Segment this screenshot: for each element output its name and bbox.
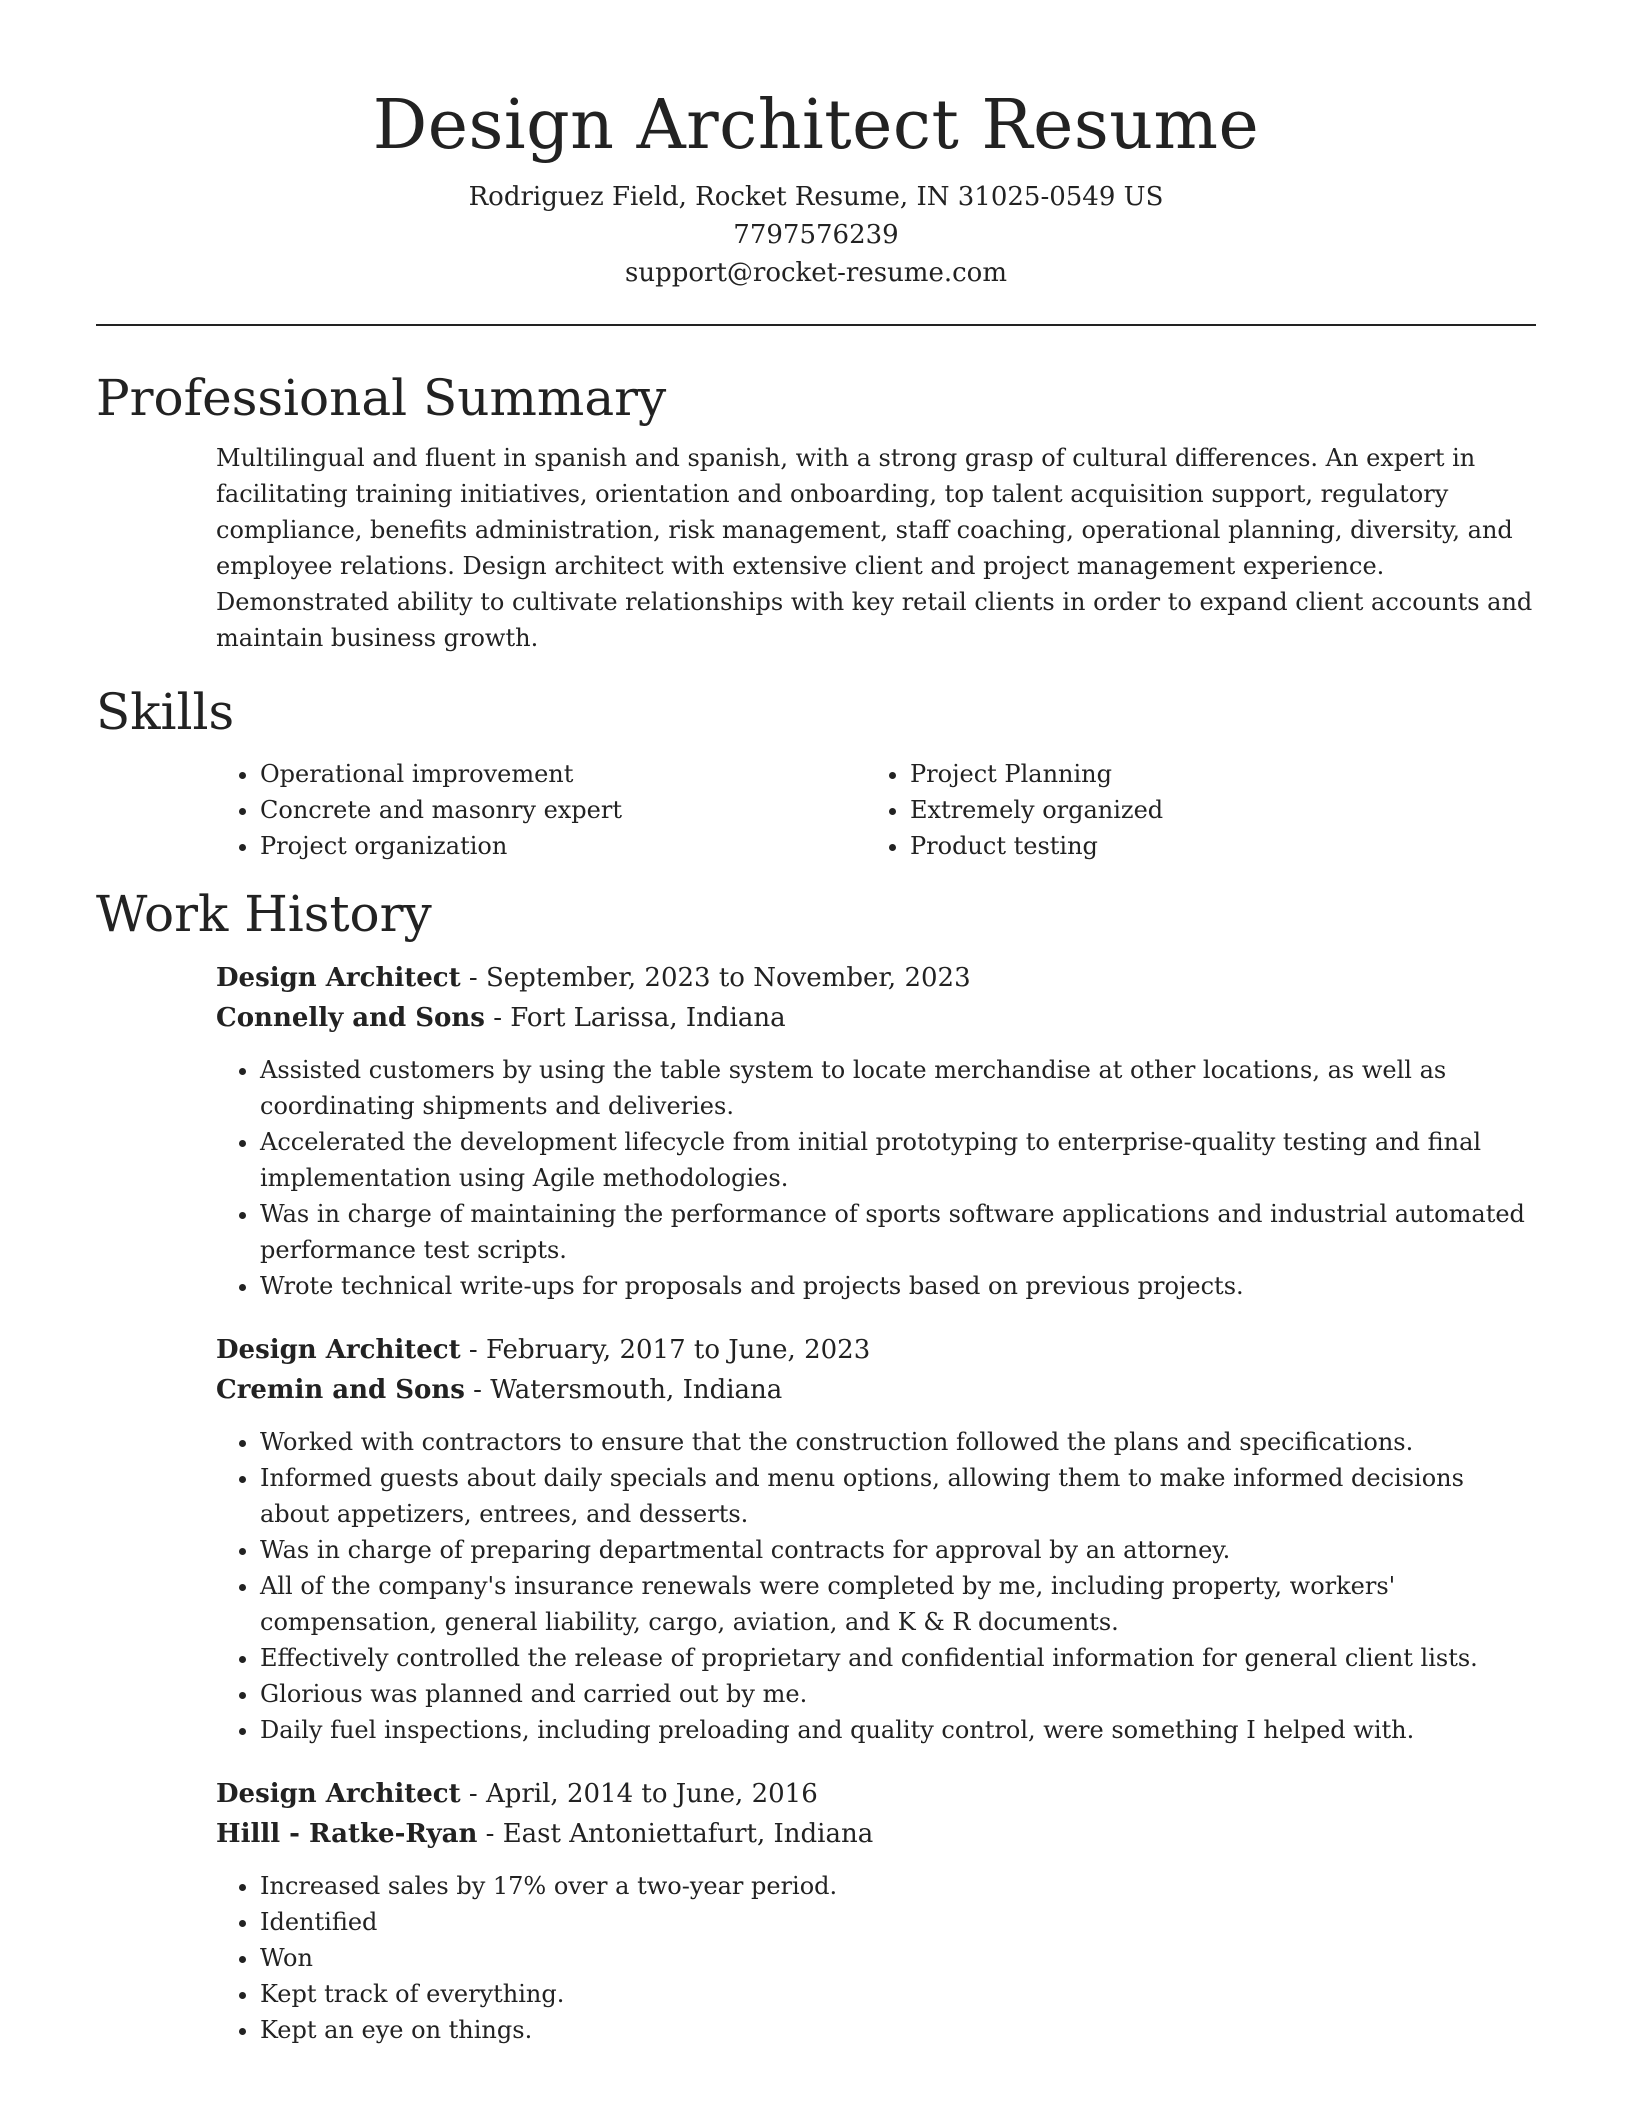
job-location: - Watersmouth, Indiana [464,1375,783,1405]
work-history-heading: Work History [96,885,432,943]
summary-heading: Professional Summary [96,369,667,427]
skill-item: • Project Planning [910,756,1516,792]
job-bullet: • Effectively controlled the release of proprietary and confidential information for general client lists. [260,1640,1536,1676]
job-bullet: • Informed guests about daily specials and menu options, allowing them to make informed decisions about appetizers, entrees, and desserts. [260,1460,1536,1532]
job-company-line [216,998,1536,1038]
job-bullet: • Increased sales by 17% over a two-year period. [260,1868,1536,1904]
job-bullet: • Worked with contractors to ensure that the construction followed the plans and specifications. [260,1424,1536,1460]
summary-text: Multilingual and fluent in spanish and spanish, with a strong grasp of cultural differences. An expert in facilitating training initiatives, orientation and onboarding, top talent acquisition support, regulatory compliance, benefits administration, risk management, staff coaching, operational planning, diversity, and employee relations. Design architect with extensive client and project management experience. Demonstrated ability to cultivate relationships with key retail clients in order to expand client accounts and maintain business growth. [216,444,1533,652]
job-title-line [216,1330,1536,1370]
contact-info [96,178,1536,292]
job-company: Hilll - Ratke-Ryan [216,1819,478,1849]
job-role: Design Architect [216,1779,461,1809]
job-bullet: • Wrote technical write-ups for proposals and projects based on previous projects. [260,1268,1536,1304]
job-bullet: • All of the company's insurance renewals were completed by me, including property, workers' compensation, general liability, cargo, aviation, and K & R documents. [260,1568,1536,1640]
skill-item: • Extremely organized [910,792,1516,828]
job-company: Connelly and Sons [216,1003,485,1033]
job-title-line [216,1774,1536,1814]
job-location: - East Antoniettafurt, Indiana [477,1819,874,1849]
job-role: Design Architect [216,963,461,993]
job-bullet: • Kept track of everything. [260,1976,1536,2012]
job-company-line [216,1370,1536,1410]
job-bullet: • Daily fuel inspections, including preloading and quality control, were something I helped with. [260,1712,1536,1748]
skills-column-right [866,756,1516,864]
skill-item: • Project organization [260,828,866,864]
job-company: Cremin and Sons [216,1375,465,1405]
job-dates: - September, 2023 to November, 2023 [460,963,971,993]
skill-item: • Product testing [910,828,1516,864]
skills-list [216,756,1536,864]
job-role: Design Architect [216,1335,461,1365]
job-dates: - April, 2014 to June, 2016 [460,1779,818,1809]
job-company-line [216,1814,1536,1854]
job-bullet: • Kept an eye on things. [260,2012,1536,2048]
job-bullet-list [216,1424,1536,1748]
resume-title: Design Architect Resume [372,86,1260,165]
resume-header [96,0,1536,292]
job-bullet-list [216,1868,1536,2048]
skill-item: • Operational improvement [260,756,866,792]
skills-heading: Skills [96,683,235,741]
job-title-line [216,958,1536,998]
job-bullet: • Assisted customers by using the table system to locate merchandise at other locations, as well as coordinating shipments and deliveries. [260,1052,1536,1124]
job-bullet: • Identified [260,1904,1536,1940]
job-bullet: • Was in charge of preparing departmental contracts for approval by an attorney. [260,1532,1536,1568]
header-divider [96,324,1536,326]
job-entry [216,1330,1536,1748]
job-bullet: • Won [260,1940,1536,1976]
job-bullet-list [216,1052,1536,1304]
job-dates: - February, 2017 to June, 2023 [460,1335,871,1365]
job-entry [216,958,1536,1304]
job-bullet: • Glorious was planned and carried out by me. [260,1676,1536,1712]
job-bullet: • Accelerated the development lifecycle from initial prototyping to enterprise-quality testing and final implementation using Agile methodologies. [260,1124,1536,1196]
job-entry [216,1774,1536,2048]
contact-phone: 7797576239 [733,220,899,250]
skills-column-left [216,756,866,864]
job-location: - Fort Larissa, Indiana [484,1003,786,1033]
contact-address: Rodriguez Field, Rocket Resume, IN 31025-0549 US [468,182,1164,212]
job-bullet: • Was in charge of maintaining the performance of sports software applications and industrial automated performance test scripts. [260,1196,1536,1268]
skill-item: • Concrete and masonry expert [260,792,866,828]
contact-email: support@rocket-resume.com [624,258,1007,288]
